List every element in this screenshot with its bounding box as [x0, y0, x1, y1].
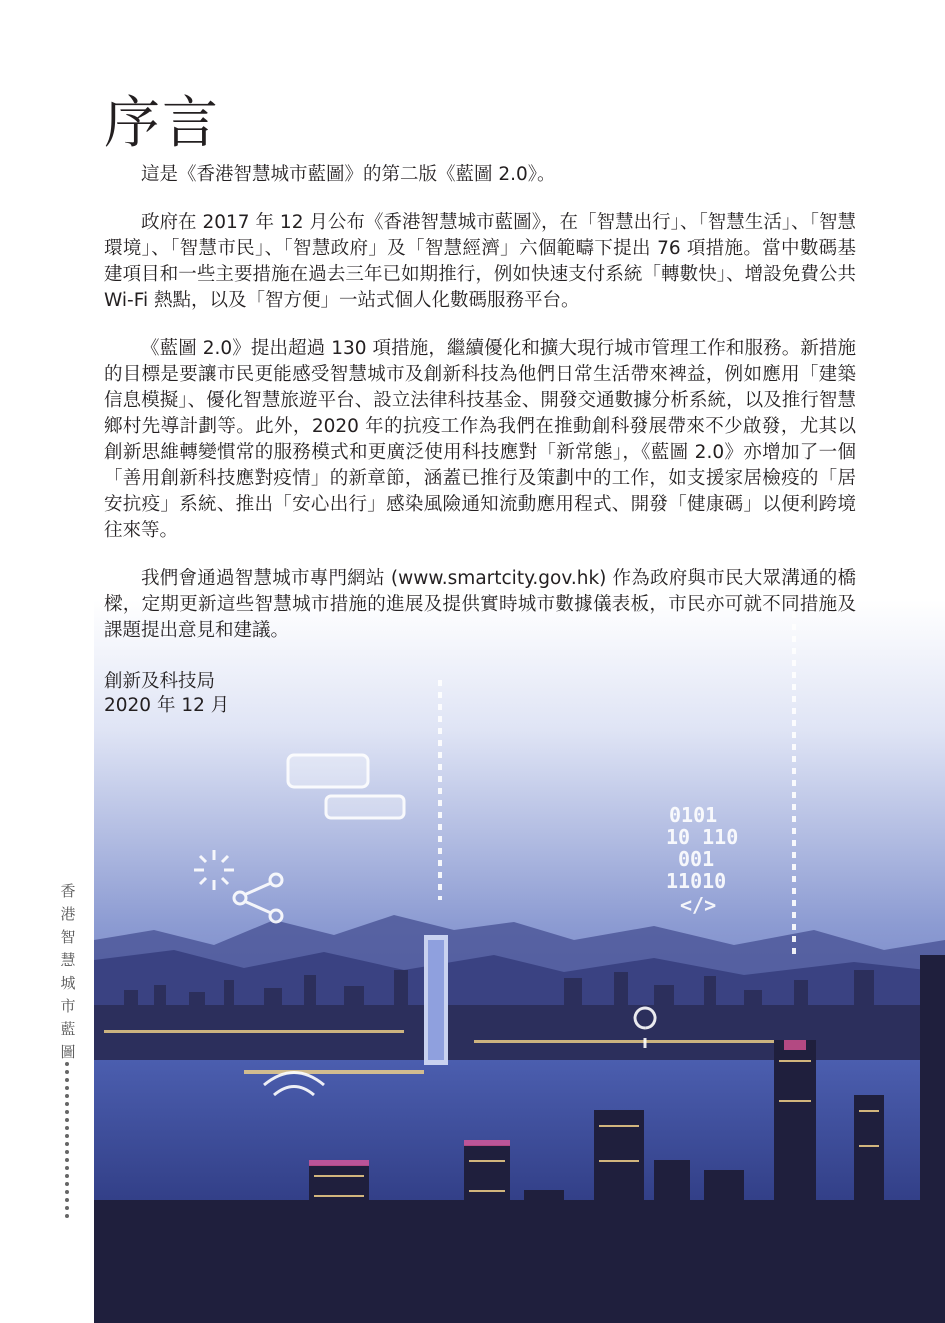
sidebar-char: 港 [60, 905, 76, 923]
sidebar-char: 香 [60, 882, 76, 900]
code-icon: </> [680, 893, 717, 917]
paragraph-3: 《藍圖 2.0》提出超過 130 項措施，繼續優化和擴大現行城市管理工作和服務。新措施的目標是要讓市民更能感受智慧城市及創新科技為他們日常生活帶來裨益，例如應用「建築信息模擬」、優化智慧旅遊平台、設立法律科技基金、開發交通數據分析系統，以及推行智慧鄉村先導計劃等。此外，2020 年的抗疫工作為我們在推動創科發展帶來不少啟發，尤其以創新思維轉變慣常的服務模式和更廣泛使用科技應對「新常態」，《藍圖 2.0》亦增加了一個「善用創新科技應對疫情」的新章節，涵蓋已推行及策劃中的工作，如支援家居檢疫的「居安抗疫」系統、推出「安心出行」感染風險通知流動應用程式、開發「健康碼」以便利跨境往來等。 [104, 338, 856, 541]
paragraph-2: 政府在 2017 年 12 月公布《香港智慧城市藍圖》，在「智慧出行」、「智慧生活」、「智慧環境」、「智慧市民」、「智慧政府」及「智慧經濟」六個範疇下提出 76 項措施。當中數碼基建項目和一些主要措施在過去三年已如期推行，例如快速支付系統「轉數快」、增設免費公共 Wi-Fi 熱點，以及「智方便」一站式個人化數碼服務平台。 [104, 212, 856, 311]
signature [104, 670, 229, 718]
signature-date: 2020 年 12 月 [104, 695, 230, 716]
sidebar-dotted-line [64, 1062, 70, 1222]
sidebar-char: 慧 [60, 951, 76, 969]
binary-text-line-3: 001 [678, 847, 715, 871]
signature-department: 創新及科技局 [104, 671, 216, 692]
sidebar-char: 智 [60, 928, 76, 946]
paragraph-4: 我們會通過智慧城市專門網站 (www.smartcity.gov.hk) 作為政府與市民大眾溝通的橋樑，定期更新這些智慧城市措施的進展及提供實時城市數據儀表板，市民亦可就不同措施及課題提出意見和建議。 [104, 568, 856, 641]
preface-body [104, 162, 856, 666]
sidebar-vertical-title [58, 880, 78, 1064]
page-title: 序言 [104, 91, 220, 156]
binary-text-line-1: 0101 [669, 803, 718, 827]
binary-text-line-4: 11010 [666, 869, 727, 893]
paragraph-1: 這是《香港智慧城市藍圖》的第二版《藍圖 2.0》。 [141, 164, 556, 185]
sidebar-char: 市 [60, 997, 76, 1015]
sidebar-char: 城 [60, 974, 76, 992]
sidebar-char: 圖 [60, 1043, 76, 1061]
sidebar-char: 藍 [60, 1020, 76, 1038]
binary-text-line-2: 10 110 [666, 825, 739, 849]
